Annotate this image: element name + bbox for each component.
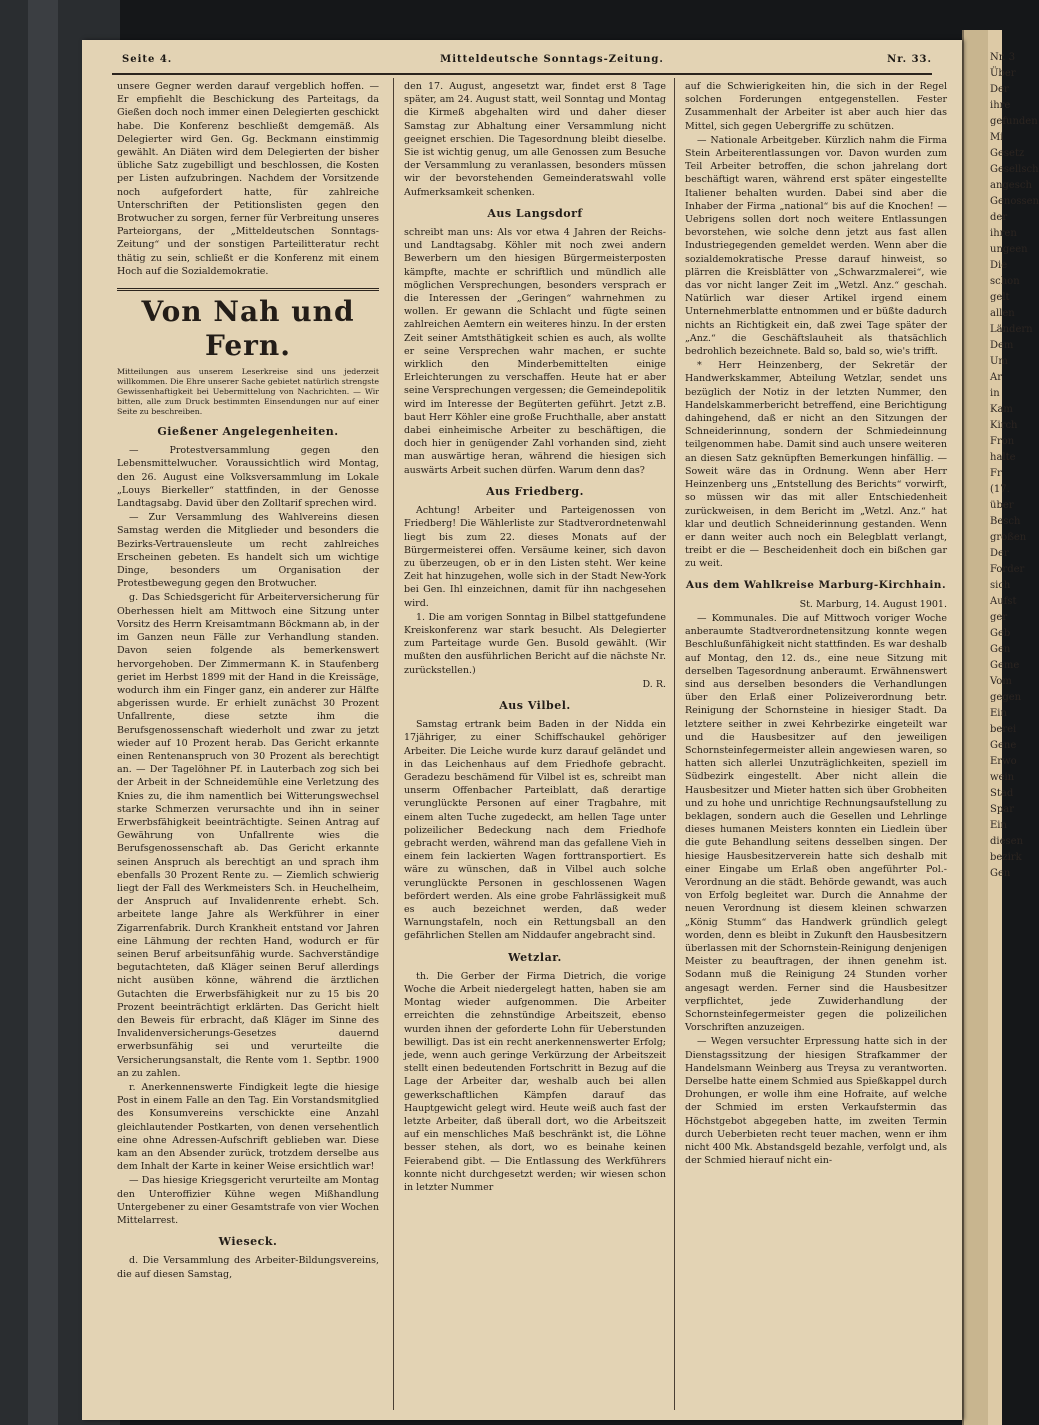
- next-page-fragment: Der: [990, 84, 1009, 95]
- column-3: [685, 80, 947, 1168]
- next-page-fragment: Gene: [990, 740, 1017, 751]
- article-text: auf die Schwierigkeiten hin, die sich in der Regel solchen Forderungen entgegenstellen. Fester Zusammenhalt der Arbeiter ist aber auch hier das Mittel, sich gegen Uebergriffe zu schützen.: [685, 81, 947, 132]
- next-page-fragment: in: [990, 388, 1000, 399]
- next-page-fragment: Der: [990, 548, 1009, 559]
- next-page-fragment: Gesellsch: [990, 164, 1039, 175]
- article-text: d. Die Versammlung des Arbeiter-Bildungsvereins, die auf diesen Samstag,: [117, 1255, 379, 1280]
- article-text: Achtung! Arbeiter und Parteigenossen von Friedberg! Die Wählerliste zur Stadtverordnetenwahl liegt bis zum 22. dieses Monats auf der Bürgermeisterei offen. Versäume keiner, sich davon zu überzeugen, ob er in den Listen steht. Wer keine Zeit hat hinzugehen, wolle sich in der Stadt New-York bei Gen. Ihl einzeichnen, damit für ihn nachgesehen wird.: [404, 505, 666, 609]
- article-text: 1. Die am vorigen Sonntag in Bilbel stattgefundene Kreiskonferenz war stark besucht. Als Delegierter zum Parteitage wurde Gen. Busold gewählt. (Wir mußten den ausführlichen Bericht auf die nächste Nr. zurückstellen.): [404, 611, 666, 676]
- next-page-fragment: wein: [990, 772, 1015, 783]
- next-page-fragment: berei: [990, 724, 1017, 735]
- column-divider: [393, 78, 394, 1410]
- column-2: [404, 80, 666, 1195]
- section-heading: Wieseck.: [218, 1235, 278, 1249]
- next-page-fragment: Aufst: [990, 596, 1017, 607]
- article-text: — Wegen versuchter Erpressung hatte sich in der Dienstagssitzung der hiesigen Strafkammer der Handelsmann Weinberg aus Treysa zu verantworten. Derselbe hatte einem Schmied aus Spießkappel durch Drohungen, er wolle ihm eine Hofraite, auf welche der Schmied im ersten Verkaufstermin das Höchstgebot abgegeben hatte, im zweiten Termin durch Ueberbieten recht teuer machen, wenn er ihm nicht 400 Mk. Abstandsgeld bezahle, verfolgt und, als der Schmied hierauf nicht ein-: [685, 1036, 947, 1167]
- next-page-fragment: Stad: [990, 788, 1014, 799]
- newspaper-page: [82, 40, 962, 1420]
- next-page-fragment: gefunden: [990, 116, 1038, 127]
- next-page-fragment: Dem: [990, 340, 1014, 351]
- next-page-fragment: schon: [990, 276, 1020, 287]
- next-page-fragment: ihre: [990, 100, 1011, 111]
- next-page-fragment: Ein: [990, 708, 1007, 719]
- next-page-fragment: Kirch: [990, 420, 1018, 431]
- next-page-fragment: halte: [990, 452, 1016, 463]
- section-heading: Aus Langsdorf: [487, 206, 583, 220]
- next-page-fragment: Forder: [990, 564, 1025, 575]
- next-page-fragment: der: [990, 212, 1008, 223]
- header-rule: [112, 73, 932, 75]
- next-page-fragment: großen: [990, 532, 1027, 543]
- section-heading: Gießener Angelegenheiten.: [157, 425, 339, 439]
- issue-number: Nr. 33.: [887, 54, 932, 65]
- next-page-fragment: Fr: [990, 468, 1002, 479]
- next-page-fragment: ihren: [990, 228, 1017, 239]
- next-page-fragment: Geb: [990, 628, 1011, 639]
- next-page-fragment: Spar: [990, 804, 1014, 815]
- next-page-fragment: allen: [990, 308, 1015, 319]
- section-heading: Aus Vilbel.: [499, 698, 571, 712]
- next-page-fragment: diesen: [990, 836, 1024, 847]
- next-page-fragment: Gen: [990, 868, 1011, 879]
- next-page-text: [964, 50, 1039, 882]
- newspaper-title: Mitteldeutsche Sonntags-Zeitung.: [440, 54, 664, 65]
- next-page-fragment: angesch: [990, 180, 1032, 191]
- next-page-fragment: Ländern: [990, 324, 1033, 335]
- next-page-fragment: gegen: [990, 692, 1022, 703]
- next-page-fragment: Fron: [990, 436, 1015, 447]
- article-text: * Herr Heinzenberg, der Sekretär der Handwerkskammer, Abteilung Wetzlar, sendet uns bezüglich der Notiz in der letzten Nummer, den Handelskammerbericht betreffend, eine Berichtigung dahingehend, daß er nicht an den Sitzungen der Schneiderinnung, sondern der Schmiedeinnung teilgenommen habe. Damit sind auch unsere weiteren an diesen Satz geknüpften Bemerkungen hinfällig. — Soweit wäre das in Ordnung. Wenn aber Herr Heinzenberg uns „Entstellung des Berichts“ vorwirft, so müssen wir das mit aller Entschiedenheit zurückweisen, in dem Bericht im „Wetzl. Anz.“ hat klar und deutlich Schneiderinnung gestanden. Wenn er dann weiter auch noch ein Belegblatt verlangt, treibt er die — Bescheidenheit doch ein bißchen gar zu weit.: [685, 360, 947, 570]
- column-1: [117, 80, 379, 1282]
- article-text: r. Anerkennenswerte Findigkeit legte die hiesige Post in einem Falle an den Tag. Ein Vorstandsmitglied des Konsumvereins verschickte eine Anzahl gleichlautender Postkarten, von denen versehentlich eine ohne Adressen-Aufschrift geblieben war. Diese kam an den Absender zurück, trotzdem derselbe aus dem Inhalt der Karte in keiner Weise ersichtlich war!: [117, 1082, 379, 1173]
- next-page-fragment: Über: [990, 68, 1016, 79]
- next-page-fragment: Gen: [990, 644, 1011, 655]
- next-page-fragment: sich: [990, 580, 1011, 591]
- next-page-fragment: Mi: [990, 132, 1004, 143]
- article-text: — Kommunales. Die auf Mittwoch voriger Woche anberaumte Stadtverordnetensitzung konnte wegen Beschlußunfähigkeit nicht stattfinden. Es war deshalb auf Montag, den 12. ds., eine neue Sitzung mit derselben Tagesordnung anberaumt. Erwähnenswert sind aus derselben besonders die Verhandlungen über den Erlaß einer Polizeiverordnung betr. Reinigung der Schornsteine in hiesiger Stadt. Da letztere seither in zwei Kehrbezirke eingeteilt war und die Hausbesitzer auf den jeweiligen Schornsteinfegermeister allein angewiesen waren, so hatten sich allerlei Unzuträglichkeiten, speziell im Südbezirk eingestellt. Aber nicht allein die Hausbesitzer und Mieter hatten sich über Grobheiten und zu hohe und unrichtige Rechnungsaufstellung zu beklagen, sondern auch die Gesellen und Lehrlinge dieses humanen Meisters konnten ein Liedlein über die gute Behandlung seitens desselben singen. Der hiesige Hausbesitzerverein hatte sich deshalb mit einer Eingabe um Erlaß oben angeführter Pol.-Verordnung an die städt. Behörde gewandt, was auch von Erfolg begleitet war. Durch die Annahme der neuen Verordnung ist diesem kleinen schwarzen „König Stumm“ das Handwerk gründlich gelegt worden, denn es bleibt in Zukunft den Hausbesitzern überlassen mit der Schornstein-Reinigung denjenigen Meister zu beauftragen, der ihnen genehm ist. Sodann muß die Reinigung 24 Stunden vorher angesagt werden. Ferner sind die Hausbesitzer verpflichtet, jede Zuwiderhandlung der Schornsteinfegermeister gegen die polizeilichen Vorschriften anzuzeigen.: [685, 612, 947, 1034]
- next-page-edge: [962, 30, 1039, 1425]
- article-text: schreibt man uns: Als vor etwa 4 Jahren der Reichs- und Landtagsabg. Köhler mit noch zwei andern Bewerbern um den hiesigen Bürgermeisterposten kämpfte, machte er schriftlich und mündlich alle möglichen Versprechungen, besonders versprach er die Interessen der „Geringen“ wahrnehmen zu wollen. Er gewann die Schlacht und fügte seinen zahlreichen Aemtern ein weiteres hinzu. In der ersten Zeit seiner Amtsthätigkeit schien es auch, als wollte er seine Versprechen wahr machen, er suchte wirklich den Minderbemittelten einige Erleichterungen zu verschaffen. Heute hat er aber seine Versprechungen vergessen; die Gemeindepolitik wird im Interesse der Begüterten geführt. Jetzt z.B. baut Herr Köhler eine große Fruchthalle, aber anstatt dabei einheimische Arbeiter zu beschäftigen, die doch hier in genügender Zahl vorhanden sind, zieht man auswärtige heran, während die hiesigen sich auswärts Arbeit suchen dürfen. Warum denn das?: [404, 227, 666, 476]
- section-heading: Aus Friedberg.: [486, 484, 584, 498]
- page-header: [122, 54, 932, 74]
- next-page-fragment: Die: [990, 260, 1008, 271]
- section-heading: Aus dem Wahlkreise Marburg-Kirchhain.: [685, 578, 947, 591]
- page-number: Seite 4.: [122, 54, 173, 65]
- article-text: — Protestversammlung gegen den Lebensmittelwucher. Voraussichtlich wird Montag, den 26. August eine Volksversammlung im Lokale „Louys Bierkeller“ stattfinden, in der Genosse Landtagsabg. David über den Zolltarif sprechen wird.: [117, 445, 379, 510]
- next-page-fragment: Kam: [990, 404, 1013, 415]
- column-divider: [674, 78, 675, 1410]
- next-page-fragment: Nr. 3: [990, 52, 1016, 63]
- dateline: St. Marburg, 14. August 1901.: [799, 598, 947, 610]
- next-page-fragment: Geme: [990, 660, 1020, 671]
- next-page-fragment: ger: [990, 612, 1008, 623]
- article-text: — Nationale Arbeitgeber. Kürzlich nahm die Firma Stein Arbeiterentlassungen vor. Davon wurden zum Teil Arbeiter betroffen, die schon jahrelang dort beschäftigt waren, während erst später eingestellte Italiener behalten wurden. Dabei sind aber die Inhaber der Firma „national“ bis auf die Knochen! — Uebrigens sollen dort noch weitere Entlassungen bevorstehen, wie solche denn jetzt aus fast allen Industriegegenden gemeldet werden. Wenn aber die sozialdemokratische Presse darauf hinweist, so plärren die Kreisblätter von „Schwarzmalerei“, wie das vor nicht langer Zeit im „Wetzl. Anz.“ geschah. Natürlich war dieser Artikel irgend einem Unternehmerblatte entnommen und er büßte dadurch nichts an Richtigkeit ein, daß zwei Tage später der „Anz.“ die Geschäftslauheit als thatsächlich bedrohlich bezeichnete. Bald so, bald so, wie's trifft.: [685, 134, 947, 358]
- next-page-fragment: (17.: [990, 484, 1010, 495]
- article-text: g. Das Schiedsgericht für Arbeiterversicherung für Oberhessen hielt am Mittwoch eine Sitzung unter Vorsitz des Herrn Kreisamtmann Böckmann ab, in der im Ganzen neun Fälle zur Verhandlung standen. Davon seien folgende als bemerkenswert hervorgehoben. Der Zimmermann K. in Staufenberg geriet im Herbst 1899 mit der Hand in die Kreissäge, wodurch ihm ein Finger ganz, ein anderer zur Hälfte abgerissen wurde. Er erhielt zunächst 30 Prozent Unfallrente, diese setzte ihm die Berufsgenossenschaft wiederholt und zwar zu jetzt wieder auf 10 Prozent herab. Das Gericht erkannte einen Rentenanspruch von 30 Prozent als berechtigt an. — Der Tagelöhner Pf. in Lauterbach zog sich bei der Arbeit in der Schneidemühle eine Verletzung des Knies zu, die ihm namentlich bei Witterungswechsel starke Schmerzen verursachte und ihn in seiner Erwerbsfähigkeit beeinträchtigte. Seinen Antrag auf Gewährung von Unfallrente wies die Berufsgenossenschaft ab. Das Gericht erkannte seinen Anspruch als berechtigt an und sprach ihm ebenfalls 30 Prozent Rente zu. — Ziemlich schwierig liegt der Fall des Werkmeisters Sch. in Heuchelheim, der Anspruch auf Invalidenrente erhebt. Sch. arbeitete lange Jahre als Werkführer in einer Zigarrenfabrik. Durch Krankheit entstand vor Jahren eine Lähmung der rechten Hand, wodurch er für seinen Beruf arbeitsunfähig wurde. Sachverständige begutachteten, daß Kläger seinen Beruf allerdings nicht ausüben könne, während die ärztlichen Gutachten die Erwerbsfähigkeit nur zu 15 bis 20 Prozent beeinträchtigt erklärten. Das Gericht hielt den Beweis für erbracht, daß Kläger im Sinne des Invalidenversicherungs-Gesetzes dauernd erwerbsunfähig sei und verurteilte die Versicherungsanstalt, die Rente vom 1. Septbr. 1900 an zu zahlen.: [117, 592, 379, 1079]
- article-text: — Das hiesige Kriegsgericht verurteilte am Montag den Unteroffizier Kühne wegen Mißhandlung Untergebener zu einer Gesamtstrafe von vier Wochen Mittelarrest.: [117, 1175, 379, 1227]
- signature: D. R.: [642, 678, 666, 690]
- section-heading: Wetzlar.: [508, 950, 562, 964]
- next-page-fragment: Besch: [990, 516, 1021, 527]
- next-page-fragment: gelt: [990, 292, 1010, 303]
- next-page-fragment: Ein: [990, 820, 1007, 831]
- binding-edge: [28, 0, 58, 1425]
- next-page-fragment: Ar: [990, 372, 1003, 383]
- section-title: Von Nah und Fern.: [117, 288, 379, 363]
- next-page-fragment: über: [990, 500, 1014, 511]
- next-page-fragment: Gesetz: [990, 148, 1025, 159]
- next-page-fragment: Erwo: [990, 756, 1017, 767]
- next-page-fragment: Genossen: [990, 196, 1039, 207]
- article-text: den 17. August, angesetzt war, findet erst 8 Tage später, am 24. August statt, weil Sonntag und Montag die Kirmeß abgehalten wird und daher dieser Samstag zur Abhaltung einer Versammlung nicht geeignet erschien. Die Tagesordnung bleibt dieselbe. Sie ist wichtig genug, um alle Genossen zum Besuche der Versammlung zu veranlassen, besonders müssen wir der bevorstehenden Gemeinderatswahl volle Aufmerksamkeit schenken.: [404, 81, 666, 198]
- next-page-fragment: Vom: [990, 676, 1012, 687]
- article-text: unsere Gegner werden darauf vergeblich hoffen. — Er empfiehlt die Beschickung des Parteitags, da Gießen doch noch immer einen Delegierten geschickt habe. Die Konferenz beschließt demgemäß. Als Delegierter wird Gen. Gg. Beckmann einstimmig gewählt. An Diäten wird dem Delegierten der bisher übliche Satz zugebilligt und beschlossen, die Kosten per Listen aufzubringen. Nachdem der Vorsitzende noch aufgefordert hatte, für zahlreiche Unterschriften der Petitionslisten gegen den Brotwucher zu sorgen, ferner für Verbreitung unseres Parteiorgans, der „Mitteldeutschen Sonntags-Zeitung“ und der sonstigen Parteilitteratur recht thätig zu sein, schließt er die Konferenz mit einem Hoch auf die Sozialdemokratie.: [117, 81, 379, 277]
- article-text: — Zur Versammlung des Wahlvereins diesen Samstag werden die Mitglieder und besonders die Bezirks-Vertrauensleute um recht zahlreiches Erscheinen gebeten. Es handelt sich um wichtige Dinge, besonders um Organisation der Protestbewegung gegen den Brotwucher.: [117, 512, 379, 590]
- next-page-fragment: ungeen: [990, 244, 1028, 255]
- next-page-fragment: Um: [990, 356, 1008, 367]
- article-text: Samstag ertrank beim Baden in der Nidda ein 17jähriger, zu einer Schiffschaukel gehöriger Arbeiter. Die Leiche wurde kurz darauf geländet und in das Leichenhaus auf dem Friedhofe gebracht. Geradezu beschämend für Vilbel ist es, schreibt man unserm Offenbacher Parteiblatt, daß derartige verunglückte Personen auf einer Tragbahre, mit einem alten Tuche zugedeckt, am hellen Tage unter polizeilicher Bedeckung nach dem Friedhofe gebracht werden, während man das gefallene Vieh in einem fein lackierten Wagen forttransportiert. Es wäre zu wünschen, daß in Vilbel auch solche verunglückte Personen in geschlossenen Wagen befördert werden. Als eine grobe Fahrlässigkeit muß es auch bezeichnet werden, daß weder Warnungstafeln, noch ein Rettungsball an den gefährlichen Stellen am Niddaufer angebracht sind.: [404, 719, 666, 942]
- editorial-note: Mitteilungen aus unserem Leserkreise sind uns jederzeit willkommen. Die Ehre unserer Sache gebietet natürlich strengste Gewissenhaftigkeit bei Uebermittelung von Nachrichten. — Wir bitten, alle zum Druck bestimmten Einsendungen nur auf einer Seite zu beschreiben.: [117, 367, 379, 417]
- next-page-fragment: bezirk: [990, 852, 1022, 863]
- article-text: th. Die Gerber der Firma Dietrich, die vorige Woche die Arbeit niedergelegt hatten, haben sie am Montag wieder aufgenommen. Die Arbeiter erreichten die zehnstündige Arbeitszeit, ebenso wurden ihnen der geforderte Lohn für Ueberstunden bewilligt. Das ist ein recht anerkennenswerter Erfolg; jede, wenn auch geringe Verkürzung der Arbeitszeit stellt einen bedeutenden Fortschritt in Bezug auf die Lage der Arbeiter dar, weshalb auch bei allen gewerkschaftlichen Kämpfen darauf das Hauptgewicht gelegt wird. Heute weiß auch fast der letzte Arbeiter, daß überall dort, wo die Arbeitszeit auf ein menschliches Maß beschränkt ist, die Löhne besser stehen, als dort, wo es beinahe keinen Feierabend gibt. — Die Entlassung des Werkführers konnte nicht durchgesetzt werden; wir wiesen schon in letzter Nummer: [404, 970, 666, 1194]
